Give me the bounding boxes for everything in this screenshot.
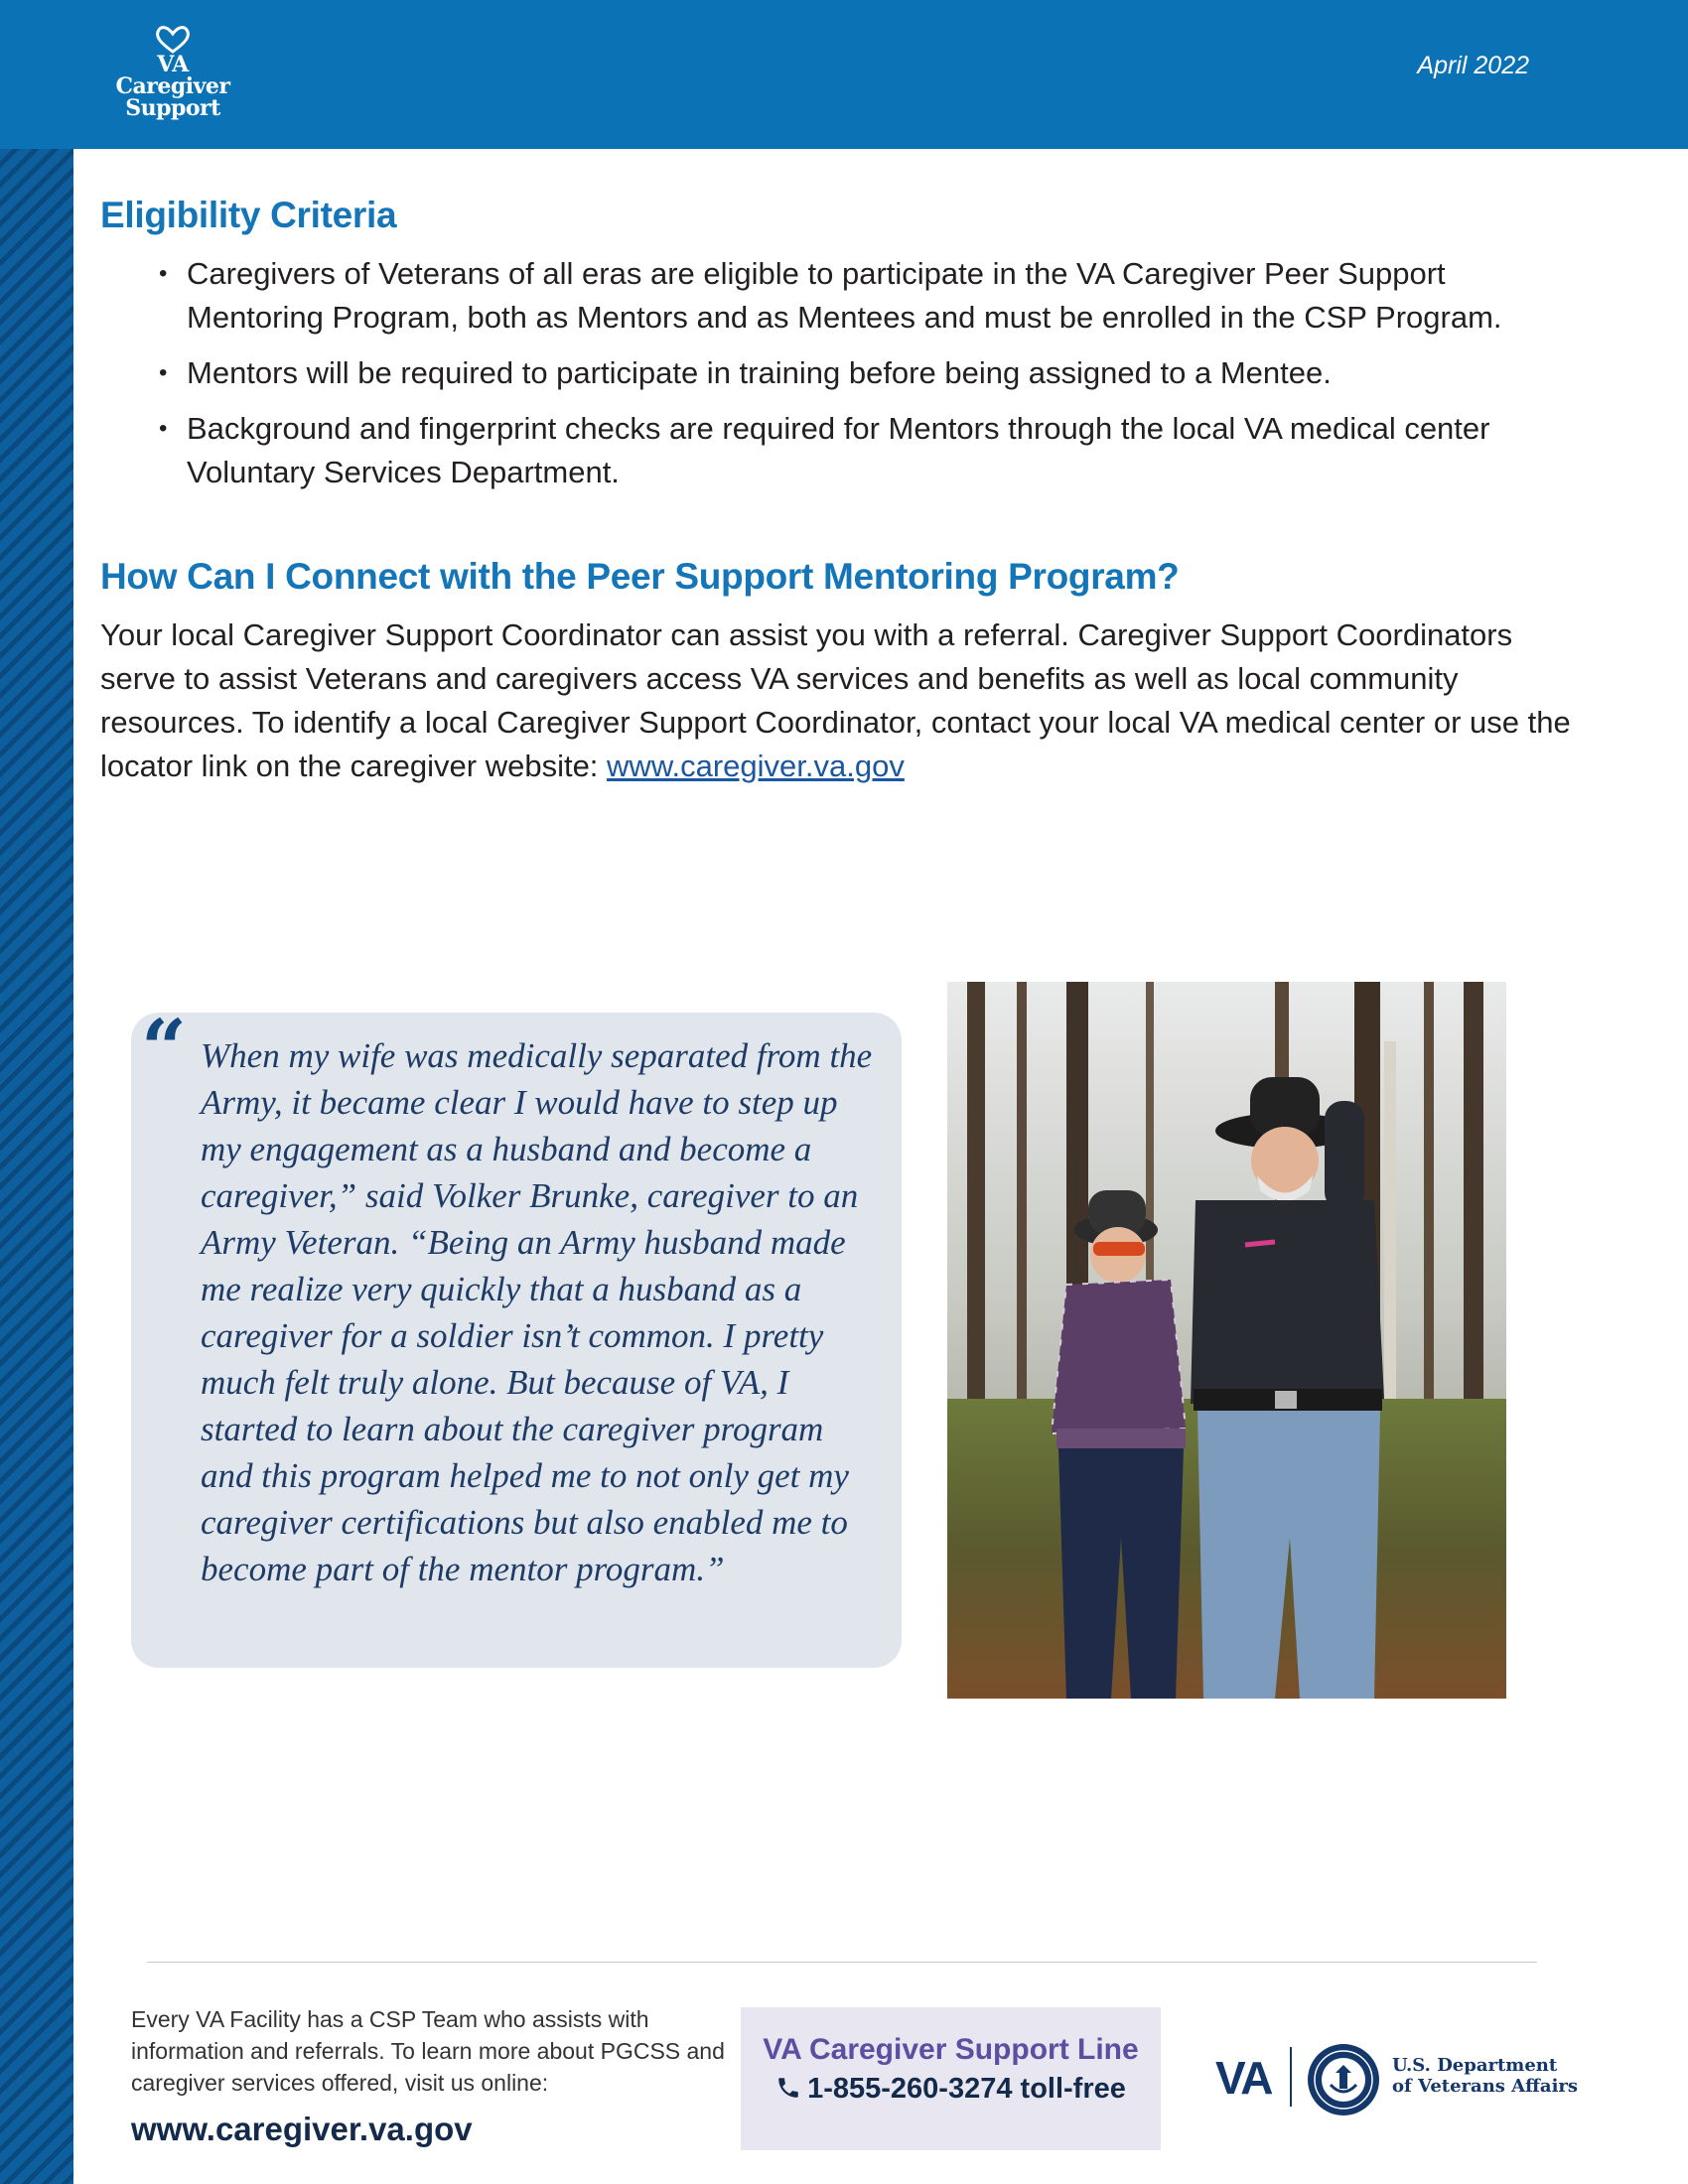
va-caregiver-support-logo[interactable] <box>103 24 242 123</box>
header-band <box>0 0 1688 149</box>
logo-line-va: VA <box>157 52 189 77</box>
footer-divider <box>147 1962 1537 1963</box>
logo-line-support: Support <box>125 95 220 121</box>
list-item: • Caregivers of Veterans of all eras are eligible to participate in the VA Caregiver Peer Support Mentoring Program, both as Mentors and as Mentees and must be enrolled in the CSP Program. <box>159 252 1589 340</box>
connect-paragraph <box>100 614 1590 788</box>
issue-date: April 2022 <box>1417 52 1529 79</box>
list-item: • Mentors will be required to participate in training before being assigned to a Mentee. <box>159 351 1589 395</box>
logo-divider <box>1290 2047 1292 2107</box>
eligibility-heading: Eligibility Criteria <box>100 195 397 235</box>
footer-info-text: Every VA Facility has a CSP Team who assists with information and referrals. To learn more about PGCSS and caregiver services offered, visit us online: <box>131 2006 725 2096</box>
caregiver-support-line-box <box>741 2007 1161 2150</box>
dept-line-2: of Veterans Affairs <box>1392 2076 1579 2097</box>
support-phone-text: 1-855-260-3274 toll-free <box>807 2073 1126 2105</box>
support-line-title: VA Caregiver Support Line <box>763 2033 1139 2066</box>
connect-body: Your local Caregiver Support Coordinator can assist you with a referral. Caregiver Support Coordinators serve to assist Veterans and caregivers access VA services and benefits as well as local community resources. To identify a local Caregiver Support Coordinator, contact your local VA medical center or use the locator link on the caregiver website: <box>100 617 1571 783</box>
logo-line-caregiver: Caregiver <box>115 73 230 99</box>
list-item: • Background and fingerprint checks are required for Mentors through the local VA medical center Voluntary Services Department. <box>159 407 1589 494</box>
heart-icon <box>151 24 195 54</box>
phone-icon <box>775 2075 801 2101</box>
testimonial-text: When my wife was medically separated from the Army, it became clear I would have to step up my engagement as a husband and become a caregiver,” said Volker Brunke, caregiver to an Army Veteran. “Being an Army husband made me realize very quickly that a husband as a caregiver for a soldier isn’t common. I pretty much felt truly alone. But because of VA, I started to learn about the caregiver program and this program helped me to not only get my caregiver certifications but also enabled me to become part of the mentor program.” <box>201 1036 873 1588</box>
quote-mark-icon: “ <box>141 1002 188 1095</box>
caregiver-website-link[interactable]: www.caregiver.va.gov <box>607 749 905 783</box>
footer-website-link[interactable]: www.caregiver.va.gov <box>131 2111 473 2147</box>
dept-line-1: U.S. Department <box>1392 2055 1558 2076</box>
va-department-logo[interactable] <box>1215 2043 1579 2115</box>
va-letters: VA <box>1215 2052 1272 2104</box>
testimonial-quote-box <box>131 1002 902 1668</box>
support-phone-number[interactable] <box>741 2073 1161 2106</box>
department-name <box>1392 2055 1578 2097</box>
left-stripe-decoration <box>0 149 73 2184</box>
va-seal-icon <box>1307 2043 1380 2116</box>
caregiver-couple-photo <box>947 982 1506 1699</box>
eligibility-list <box>159 252 1589 506</box>
connect-heading: How Can I Connect with the Peer Support Mentoring Program? <box>100 556 1180 597</box>
photo-illustration <box>947 982 1506 1699</box>
